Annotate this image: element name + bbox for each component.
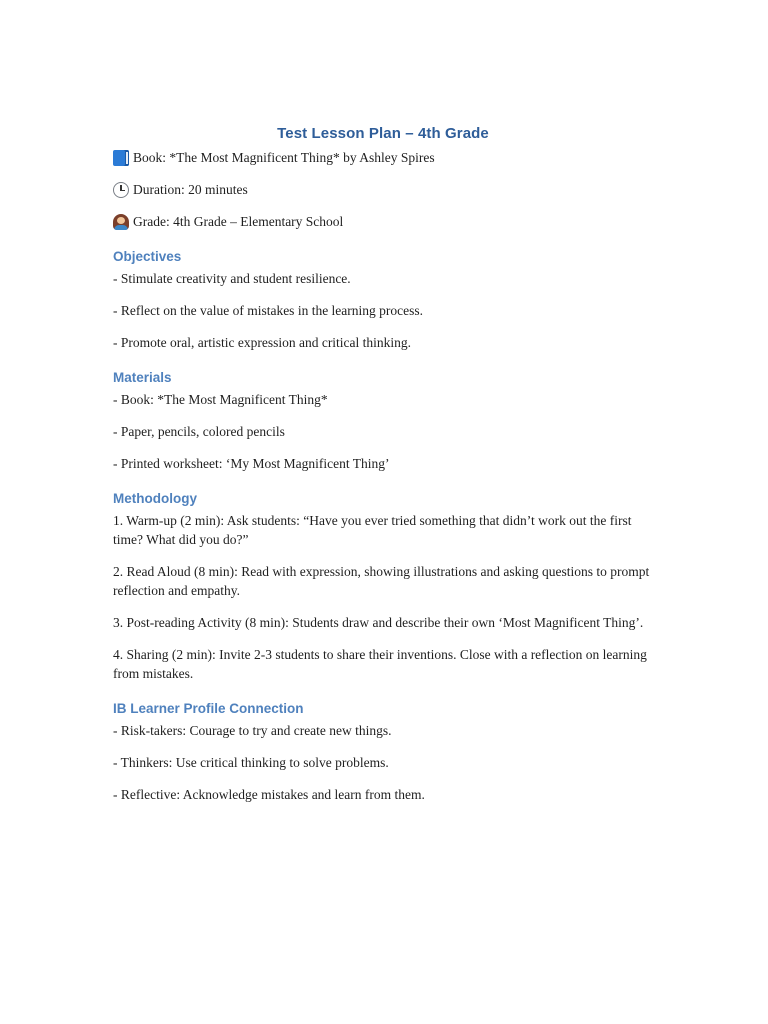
list-item: 2. Read Aloud (8 min): Read with expression, showing illustrations and asking questions to prompt reflection and empathy. xyxy=(113,564,650,598)
list-item: 4. Sharing (2 min): Invite 2-3 students to share their inventions. Close with a reflection on learning from mistakes. xyxy=(113,647,647,681)
lesson-meta xyxy=(113,149,653,231)
list-item: - Book: *The Most Magnificent Thing* xyxy=(113,392,328,407)
list-item: 1. Warm-up (2 min): Ask students: “Have you ever tried something that didn’t work out the first time? What did you do?” xyxy=(113,513,632,547)
book-icon xyxy=(113,150,129,166)
list-item: 3. Post-reading Activity (8 min): Students draw and describe their own ‘Most Magnificent Thing’. xyxy=(113,615,644,630)
document-title: Test Lesson Plan – 4th Grade xyxy=(277,125,489,142)
list-item: - Paper, pencils, colored pencils xyxy=(113,424,285,439)
meta-book xyxy=(113,149,653,167)
document-content xyxy=(113,124,653,804)
meta-book-text: Book: *The Most Magnificent Thing* by Ashley Spires xyxy=(133,150,435,165)
clock-icon xyxy=(113,182,129,198)
list-item: - Stimulate creativity and student resilience. xyxy=(113,271,351,286)
section-objectives xyxy=(113,248,653,352)
list-item: - Thinkers: Use critical thinking to solve problems. xyxy=(113,755,389,770)
section-materials xyxy=(113,369,653,473)
list-item: - Risk-takers: Courage to try and create new things. xyxy=(113,723,392,738)
list-item: - Printed worksheet: ‘My Most Magnificent Thing’ xyxy=(113,456,390,471)
section-ib-learner-profile xyxy=(113,700,653,804)
meta-grade-text: Grade: 4th Grade – Elementary School xyxy=(133,214,344,229)
meta-duration-text: Duration: 20 minutes xyxy=(133,182,248,197)
section-heading-methodology: Methodology xyxy=(113,491,197,506)
meta-grade xyxy=(113,213,653,231)
teacher-icon xyxy=(113,214,129,230)
section-methodology xyxy=(113,490,653,683)
section-heading-objectives: Objectives xyxy=(113,249,182,264)
list-item: - Reflective: Acknowledge mistakes and learn from them. xyxy=(113,787,425,802)
section-heading-ib-learner-profile: IB Learner Profile Connection xyxy=(113,701,304,716)
section-heading-materials: Materials xyxy=(113,370,172,385)
meta-duration xyxy=(113,181,653,199)
list-item: - Promote oral, artistic expression and critical thinking. xyxy=(113,335,412,350)
list-item: - Reflect on the value of mistakes in the learning process. xyxy=(113,303,424,318)
